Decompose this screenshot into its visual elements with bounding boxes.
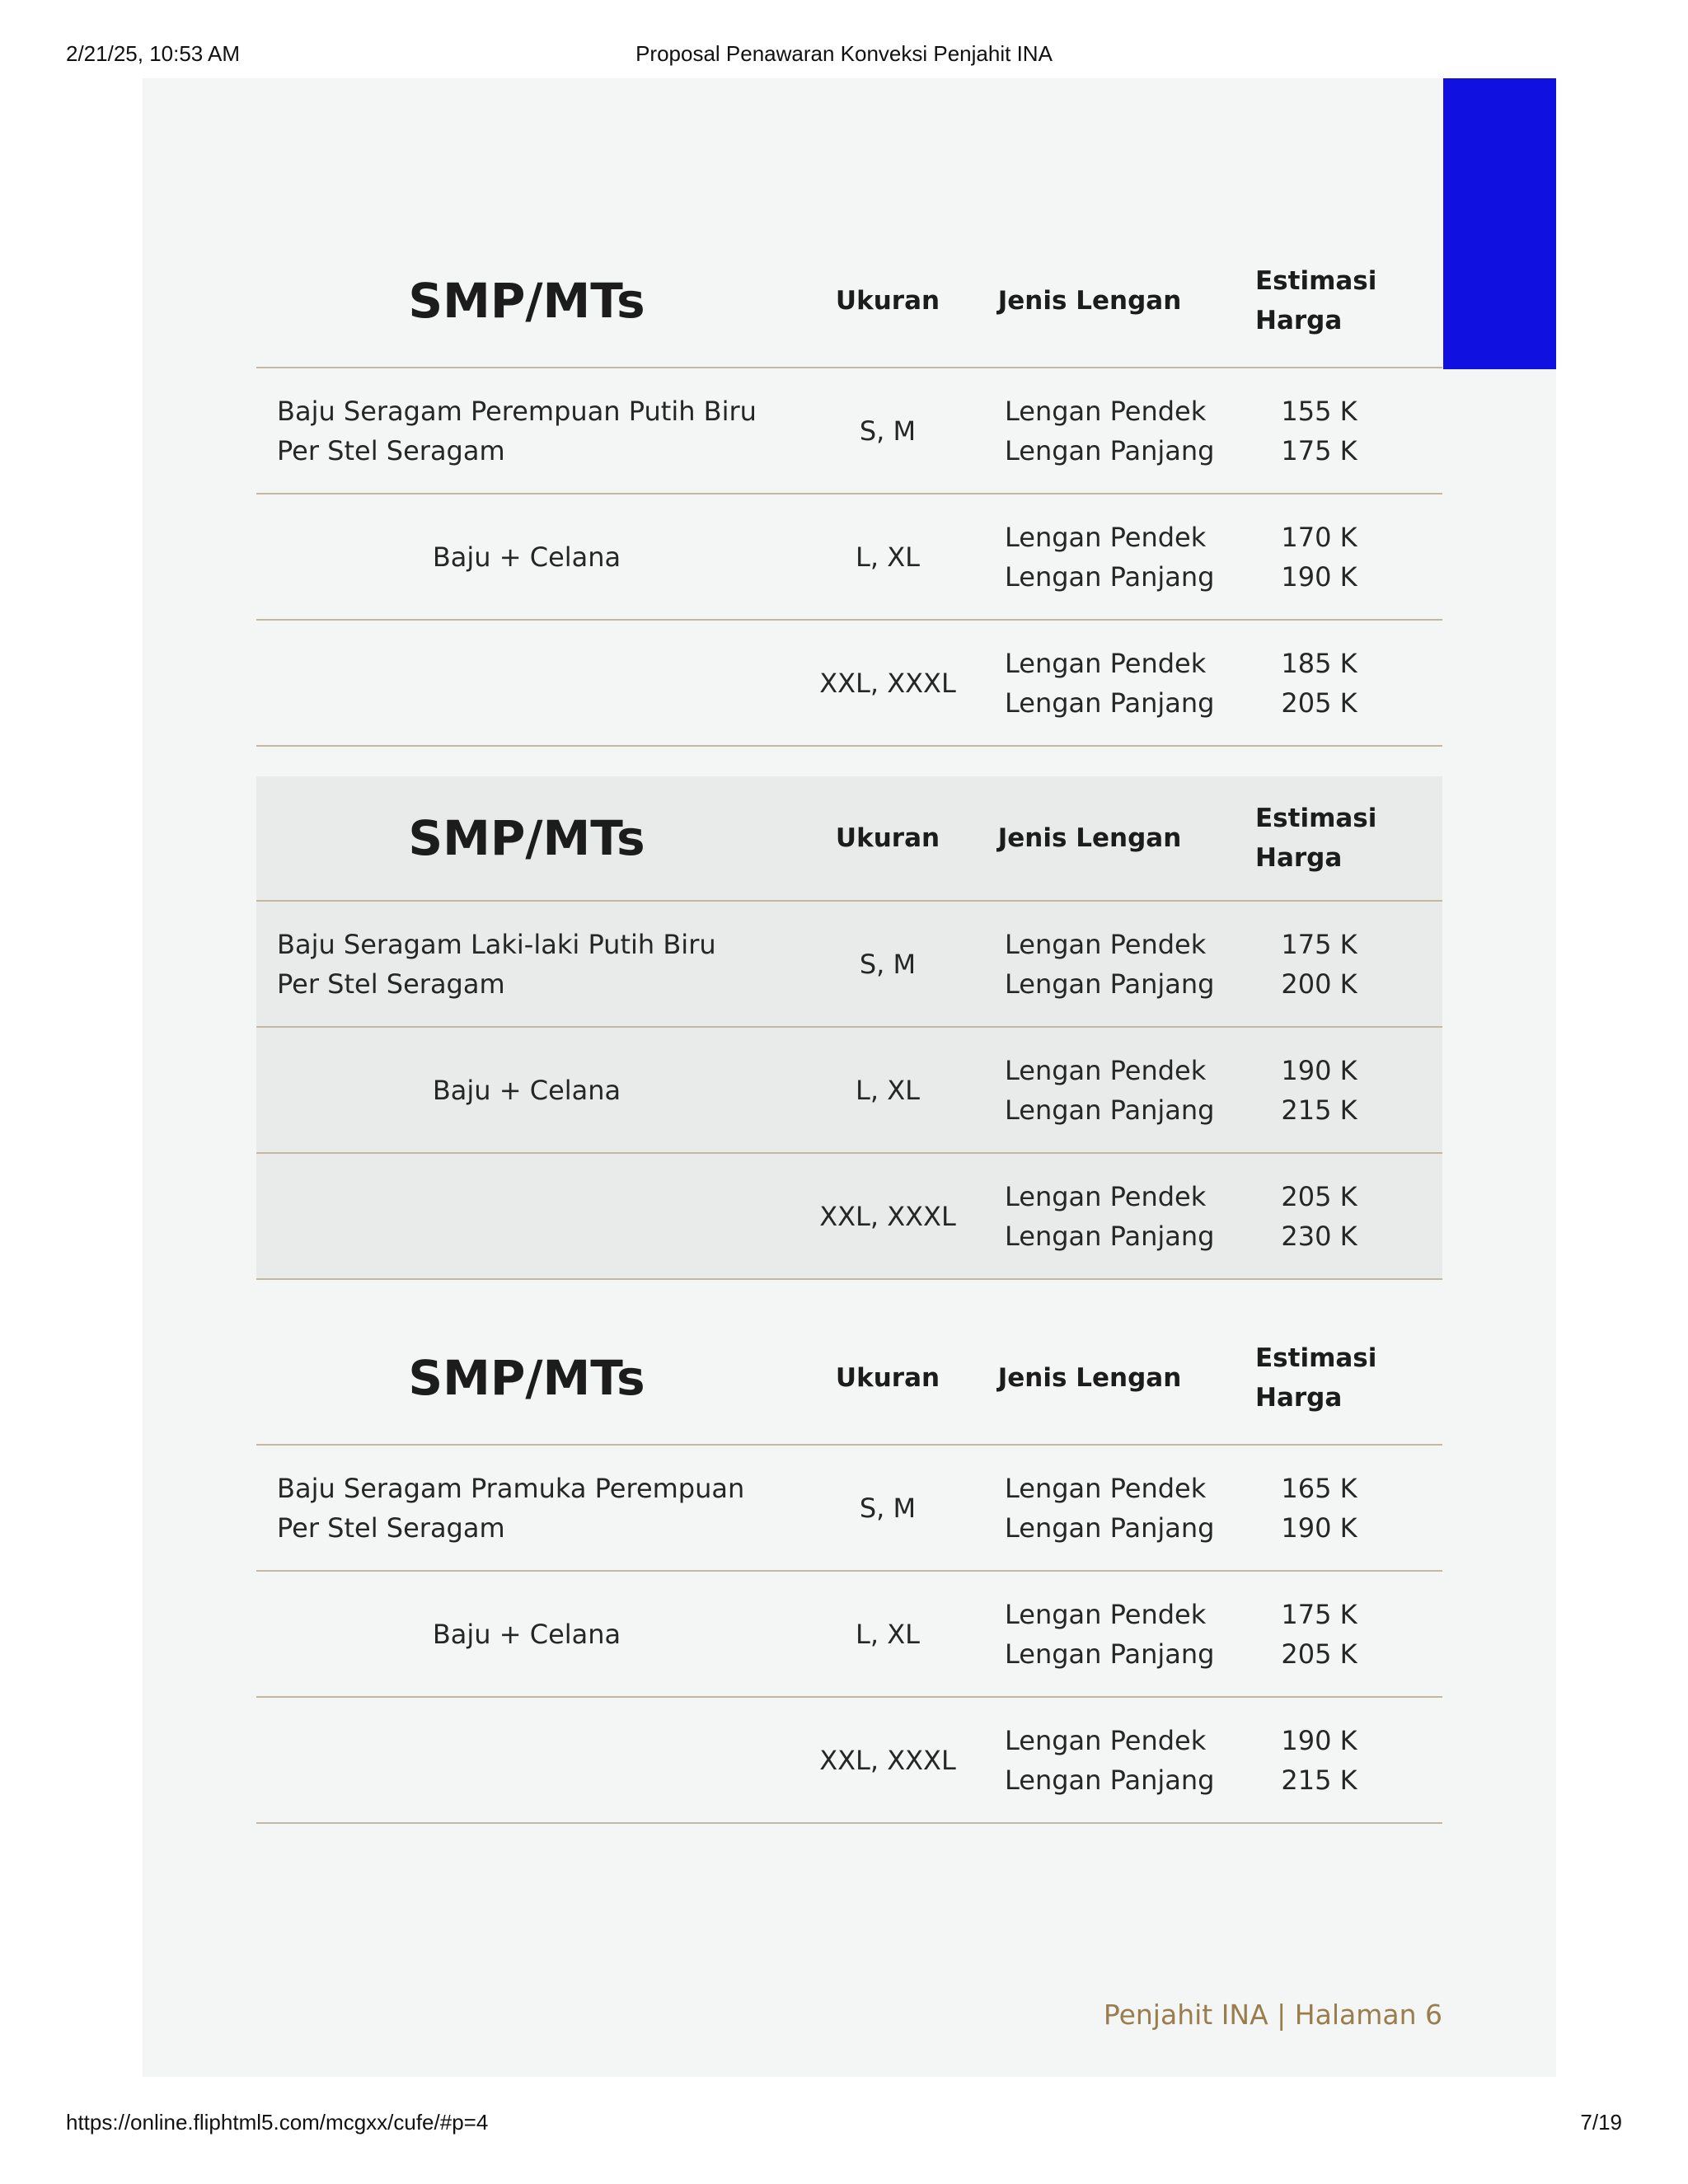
size-cell: XXL, XXXL <box>819 667 956 699</box>
column-header-price-line-2: Harga <box>1255 1383 1343 1413</box>
sleeve-cell <box>1005 1177 1252 1256</box>
sleeve-short: Lengan Pendek <box>1005 1598 1207 1630</box>
sleeve-cell <box>1005 925 1252 1004</box>
sleeve-cell <box>1005 644 1252 723</box>
sleeve-cell <box>1005 1595 1252 1674</box>
sleeve-short: Lengan Pendek <box>1005 647 1207 679</box>
price-long: 190 K <box>1281 560 1357 593</box>
table-row <box>256 1446 1442 1572</box>
price-table-2 <box>256 776 1442 1280</box>
column-header-size: Ukuran <box>835 1363 940 1393</box>
table-row <box>256 902 1442 1028</box>
price-short: 175 K <box>1281 928 1357 960</box>
price-cell <box>1255 1051 1383 1130</box>
page-footer: Penjahit INA | Halaman 6 <box>1103 1999 1442 2031</box>
sleeve-long: Lengan Panjang <box>1005 687 1215 719</box>
column-header-price-line-2: Harga <box>1255 843 1343 873</box>
print-header <box>0 41 1688 69</box>
item-description: Baju + Celana <box>432 1074 621 1106</box>
column-header-sleeve: Jenis Lengan <box>997 286 1182 316</box>
print-page-number: 7/19 <box>1580 2110 1622 2135</box>
size-cell: L, XL <box>856 1074 920 1106</box>
table-title: SMP/MTs <box>408 810 645 866</box>
sleeve-short: Lengan Pendek <box>1005 1180 1207 1212</box>
item-description <box>277 1469 771 1548</box>
price-short: 185 K <box>1281 647 1357 679</box>
sleeve-short: Lengan Pendek <box>1005 928 1207 960</box>
description-line-2: Per Stel Seragam <box>277 1511 505 1544</box>
item-description <box>277 925 771 1004</box>
sleeve-cell <box>1005 1051 1252 1130</box>
price-short: 170 K <box>1281 521 1357 553</box>
print-datetime: 2/21/25, 10:53 AM <box>66 41 241 66</box>
price-short: 155 K <box>1281 395 1357 427</box>
sleeve-cell <box>1005 518 1252 597</box>
size-cell: XXL, XXXL <box>819 1744 956 1776</box>
table-row <box>256 1572 1442 1698</box>
price-long: 175 K <box>1281 434 1357 466</box>
column-header-size: Ukuran <box>835 823 940 853</box>
price-table-1 <box>256 235 1442 747</box>
price-cell <box>1255 1177 1383 1256</box>
price-long: 230 K <box>1281 1220 1357 1252</box>
size-cell: L, XL <box>856 1618 920 1650</box>
column-header-price <box>1255 1338 1442 1418</box>
sleeve-long: Lengan Panjang <box>1005 560 1215 593</box>
price-long: 190 K <box>1281 1511 1357 1544</box>
print-title: Proposal Penawaran Konveksi Penjahit INA <box>635 41 1053 66</box>
price-cell <box>1255 518 1383 597</box>
size-cell: L, XL <box>856 541 920 573</box>
price-short: 165 K <box>1281 1472 1357 1504</box>
sleeve-short: Lengan Pendek <box>1005 395 1207 427</box>
table-title: SMP/MTs <box>408 273 645 329</box>
description-line-2: Per Stel Seragam <box>277 434 505 466</box>
table-row <box>256 1698 1442 1824</box>
table-row <box>256 1028 1442 1154</box>
price-cell <box>1255 1595 1383 1674</box>
sleeve-cell <box>1005 1469 1252 1548</box>
size-cell: S, M <box>859 1492 917 1524</box>
description-line-2: Per Stel Seragam <box>277 968 505 1000</box>
sleeve-long: Lengan Panjang <box>1005 434 1215 466</box>
column-header-sleeve: Jenis Lengan <box>997 823 1182 853</box>
size-cell: S, M <box>859 415 917 447</box>
table-row <box>256 1154 1442 1280</box>
description-line-1: Baju Seragam Perempuan Putih Biru <box>277 395 757 427</box>
table-row <box>256 368 1442 494</box>
sleeve-long: Lengan Panjang <box>1005 1638 1215 1670</box>
description-line-1: Baju Seragam Pramuka Perempuan <box>277 1472 745 1504</box>
sleeve-long: Lengan Panjang <box>1005 1094 1215 1126</box>
price-long: 200 K <box>1281 968 1357 1000</box>
price-cell <box>1255 1721 1383 1800</box>
column-header-price-line-1: Estimasi <box>1255 804 1377 833</box>
sleeve-long: Lengan Panjang <box>1005 1511 1215 1544</box>
description-line-1: Baju Seragam Laki-laki Putih Biru <box>277 928 716 960</box>
sleeve-short: Lengan Pendek <box>1005 1724 1207 1756</box>
sleeve-long: Lengan Panjang <box>1005 968 1215 1000</box>
column-header-sleeve: Jenis Lengan <box>997 1363 1182 1393</box>
table-header <box>256 235 1442 368</box>
accent-block <box>1443 78 1556 369</box>
price-short: 190 K <box>1281 1054 1357 1086</box>
item-description: Baju + Celana <box>432 541 621 573</box>
size-cell: XXL, XXXL <box>819 1200 956 1232</box>
table-title: SMP/MTs <box>408 1350 645 1406</box>
item-description <box>277 391 771 471</box>
price-long: 215 K <box>1281 1764 1357 1796</box>
price-cell <box>1255 925 1383 1004</box>
price-cell <box>1255 644 1383 723</box>
price-cell <box>1255 1469 1383 1548</box>
price-short: 175 K <box>1281 1598 1357 1630</box>
price-short: 205 K <box>1281 1180 1357 1212</box>
price-table-3 <box>256 1312 1442 1824</box>
price-long: 215 K <box>1281 1094 1357 1126</box>
item-description: Baju + Celana <box>432 1618 621 1650</box>
size-cell: S, M <box>859 948 917 980</box>
table-row <box>256 621 1442 747</box>
price-long: 205 K <box>1281 687 1357 719</box>
price-cell <box>1255 391 1383 471</box>
price-long: 205 K <box>1281 1638 1357 1670</box>
table-row <box>256 494 1442 621</box>
column-header-price-line-1: Estimasi <box>1255 1343 1377 1373</box>
sleeve-long: Lengan Panjang <box>1005 1220 1215 1252</box>
column-header-price-line-1: Estimasi <box>1255 266 1377 296</box>
column-header-price <box>1255 261 1442 340</box>
column-header-size: Ukuran <box>835 286 940 316</box>
table-header <box>256 1312 1442 1446</box>
price-short: 190 K <box>1281 1724 1357 1756</box>
column-header-price <box>1255 799 1442 878</box>
print-url[interactable]: https://online.fliphtml5.com/mcgxx/cufe/#p=4 <box>66 2110 489 2135</box>
sleeve-cell <box>1005 391 1252 471</box>
document-page <box>143 78 1556 2077</box>
print-footer <box>0 2110 1688 2138</box>
column-header-price-line-2: Harga <box>1255 306 1343 335</box>
sleeve-short: Lengan Pendek <box>1005 1054 1207 1086</box>
sleeve-short: Lengan Pendek <box>1005 521 1207 553</box>
sleeve-long: Lengan Panjang <box>1005 1764 1215 1796</box>
table-header <box>256 776 1442 902</box>
sleeve-short: Lengan Pendek <box>1005 1472 1207 1504</box>
sleeve-cell <box>1005 1721 1252 1800</box>
